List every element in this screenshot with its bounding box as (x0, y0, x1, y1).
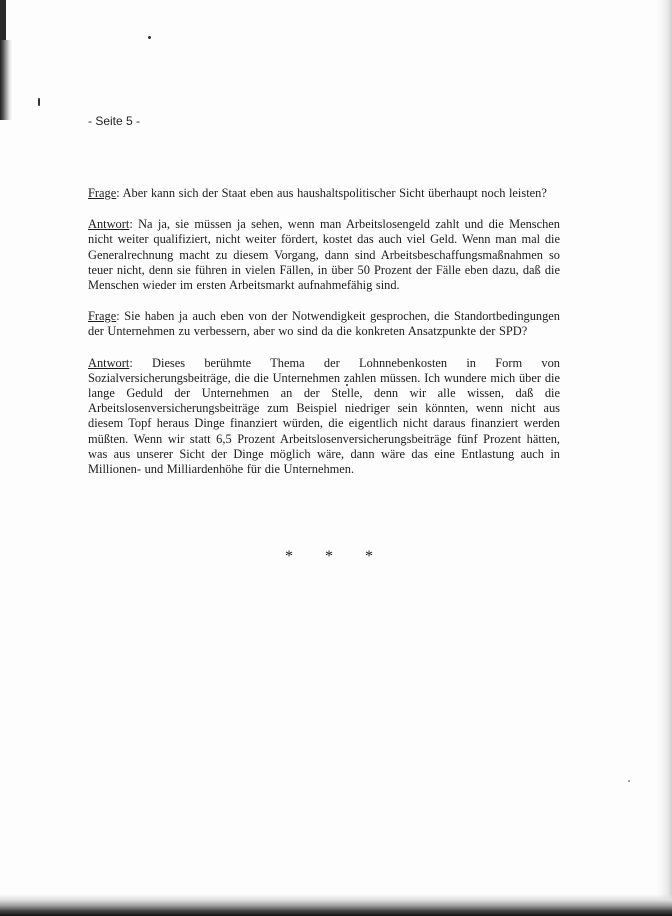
scan-speck (628, 780, 630, 782)
speaker-label: Frage (88, 186, 117, 200)
answer-paragraph: Antwort: Dieses berühmte Thema der Lohnnebenkosten in Form von Sozialversicherungsbeiträge, die die Unternehmen zahlen müssen. Ich wundere mich über die lange Geduld der Unternehmen an der Stelle, denn wir alle wissen, daß die Arbeitslosenversicherungsbeiträge zum Beispiel niedriger sein könnten, wenn nicht aus diesem Topf heraus Dinge finanziert würden, die eigentlich nicht daraus finanziert werden müßten. Wenn wir statt 6,5 Prozent Arbeitslosenversicherungsbeiträge fünf Prozent hätten, was aus unserer Sicht der Dinge möglich wäre, dann wäre das eine Entlastung auch in Millionen- und Milliardenhöhe für die Unternehmen. (88, 355, 561, 477)
paragraph-text: Na ja, sie müssen ja sehen, wenn man Arbeitslosengeld zahlt und die Menschen nicht weiter qualifiziert, nicht weiter fördert, kostet das auch viel Geld. Wenn man mal die Generalrechnung macht zu diesem Vorgang, dann sind Arbeitsbeschaffungsmaßnahmen so teuer nicht, denn sie führen in vielen Fällen, in über 50 Prozent der Fälle eben dazu, daß die Menschen wieder im ersten Arbeitsmarkt aufnahmefähig sind. (88, 217, 560, 293)
scan-edge-right (656, 0, 672, 916)
paragraph-text: Aber kann sich der Staat eben aus haushaltspolitischer Sicht überhaupt noch leisten? (122, 186, 547, 200)
scan-edge-bottom (0, 894, 672, 916)
answer-paragraph: Antwort: Na ja, sie müssen ja sehen, wenn man Arbeitslosengeld zahlt und die Menschen nicht weiter qualifiziert, nicht weiter fördert, kostet das auch viel Geld. Wenn man mal die Generalrechnung macht zu diesem Vorgang, dann sind Arbeitsbeschaffungsmaßnahmen so teuer nicht, denn sie führen in vielen Fällen, in über 50 Prozent der Fälle eben dazu, daß die Menschen wieder im ersten Arbeitsmarkt aufnahmefähig sind. (88, 217, 560, 293)
scan-speck (148, 36, 151, 39)
paragraph-text: Sie haben ja auch eben von der Notwendigkeit gesprochen, die Standortbedingungen der Unternehmen zu verbessern, aber wo sind da die konkreten Ansatzpunkte der SPD? (88, 309, 560, 339)
interview-transcript (88, 186, 560, 493)
section-separator: * * * (285, 548, 387, 565)
paragraph-text: Dieses berühmte Thema der Lohnnebenkosten in Form von Sozialversicherungsbeiträge, die die Unternehmen zahlen müssen. Ich wundere mich über die lange Geduld der Unternehmen an der Stelle, denn wir alle wissen, daß die Arbeitslosenversicherungsbeiträge zum Beispiel niedriger sein könnten, wenn nicht aus diesem Topf heraus Dinge finanziert würden, die eigentlich nicht daraus finanziert werden müßten. Wenn wir statt 6,5 Prozent Arbeitslosenversicherungsbeiträge fünf Prozent hätten, was aus unserer Sicht der Dinge möglich wäre, dann wäre das eine Entlastung auch in Millionen- und Milliardenhöhe für die Unternehmen. (88, 355, 561, 477)
scan-speck (38, 98, 40, 106)
scan-edge-left (0, 40, 12, 120)
speaker-label: Antwort (88, 355, 130, 370)
speaker-label: Frage (88, 309, 117, 324)
scan-edge-left-top (0, 0, 6, 44)
question-paragraph: Frage: Sie haben ja auch eben von der Notwendigkeit gesprochen, die Standortbedingungen der Unternehmen zu verbessern, aber wo sind da die konkreten Ansatzpunkte der SPD? (88, 309, 560, 339)
page-number: - Seite 5 - (88, 114, 141, 128)
question-paragraph: Frage: Aber kann sich der Staat eben aus haushaltspolitischer Sicht überhaupt noch leisten? (88, 186, 547, 200)
speaker-label: Antwort (88, 217, 130, 232)
